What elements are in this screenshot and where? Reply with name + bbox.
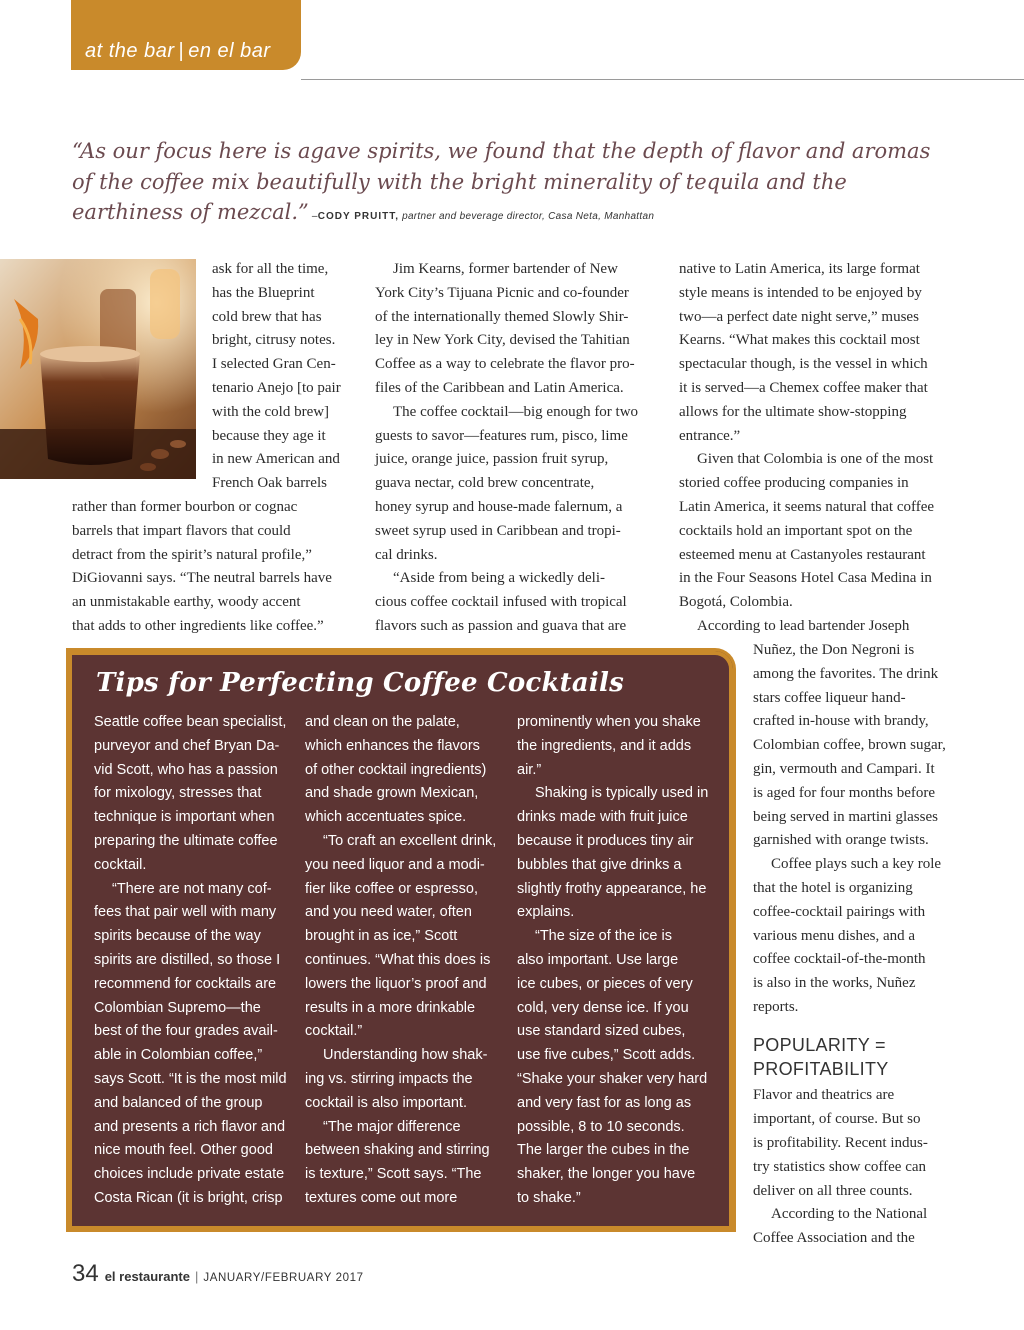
- text-line: juice, orange juice, passion fruit syrup,: [375, 451, 609, 468]
- text-line: is also in the works, Nuñez: [753, 975, 916, 992]
- text-line: best of the four grades avail-: [94, 1023, 278, 1040]
- text-line: various menu dishes, and a: [753, 927, 916, 944]
- text-line: files of the Caribbean and Latin America.: [375, 379, 624, 396]
- text-line: nice mouth feel. Other good: [94, 1142, 273, 1159]
- text-line: two—a perfect date night serve,” muses: [679, 308, 919, 325]
- text-line: for mixology, stresses that: [94, 785, 262, 802]
- pull-quote: [72, 136, 952, 233]
- section-label-english: at the bar: [85, 40, 175, 62]
- text-line: air.”: [517, 761, 542, 778]
- text-line: deliver on all three counts.: [753, 1182, 913, 1199]
- paragraph: [753, 1203, 983, 1251]
- text-line: storied coffee producing companies in: [679, 475, 909, 492]
- text-line: honey syrup and house-made falernum, a: [375, 498, 623, 515]
- text-line: garnished with orange twists.: [753, 832, 929, 849]
- text-line: The larger the cubes in the: [517, 1142, 690, 1159]
- text-line: it is served—a Chemex coffee maker that: [679, 379, 928, 396]
- text-line: is aged for four months before: [753, 784, 936, 801]
- text-line: in new American and: [212, 451, 340, 468]
- text-line: is texture,” Scott says. “The: [305, 1166, 482, 1183]
- text-line: the ingredients, and it adds: [517, 737, 692, 754]
- text-line: slightly frothy appearance, he: [517, 880, 707, 897]
- paragraph: [679, 258, 979, 448]
- text-line: Latin America, it seems natural that coffee: [679, 498, 935, 515]
- text-line: being served in martini glasses: [753, 808, 938, 825]
- text-line: choices include private estate: [94, 1166, 285, 1183]
- text-line: says Scott. “It is the most mild: [94, 1070, 287, 1087]
- header-rule: [301, 79, 1024, 80]
- paragraph: [517, 782, 717, 925]
- text-line: “Aside from being a wickedly deli-: [393, 570, 606, 587]
- text-line: coffee cocktail-of-the-month: [753, 951, 926, 968]
- text-line: recommend for cocktails are: [94, 975, 277, 992]
- text-line: allows for the ultimate show-stopping: [679, 403, 907, 420]
- text-line: vid Scott, who has a passion: [94, 761, 278, 778]
- text-line: among the favorites. The drink: [753, 665, 939, 682]
- text-line: cocktails hold an important spot on the: [679, 522, 913, 539]
- text-line: flavors such as passion and guava that are: [375, 617, 627, 634]
- paragraph: [679, 448, 979, 615]
- tips-column-3: [517, 711, 717, 1211]
- text-line: use five cubes,” Scott adds.: [517, 1047, 696, 1064]
- text-line: reports.: [753, 998, 799, 1015]
- text-line: Colombian coffee, brown sugar,: [753, 737, 946, 754]
- text-line: you need liquor and a modi-: [305, 856, 485, 873]
- text-line: According to the National: [771, 1206, 928, 1223]
- paragraph: [753, 639, 983, 853]
- text-line: Bogotá, Colombia.: [679, 594, 793, 611]
- paragraph: [753, 853, 983, 1020]
- text-line: cal drinks.: [375, 546, 438, 563]
- text-line: guava nectar, cold brew concentrate,: [375, 475, 595, 492]
- text-line: also important. Use large: [517, 951, 679, 968]
- text-line: According to lead bartender Joseph: [697, 617, 910, 634]
- text-line: cocktail is also important.: [305, 1094, 467, 1111]
- text-line: textures come out more: [305, 1189, 458, 1206]
- text-line: “Shake your shaker very hard: [517, 1070, 708, 1087]
- text-line: Coffee Association and the: [753, 1230, 915, 1247]
- text-line: Understanding how shak-: [323, 1047, 488, 1064]
- text-line: brought in as ice,” Scott: [305, 928, 458, 945]
- text-line: Kearns. “What makes this cocktail most: [679, 332, 920, 349]
- text-line: because they age it: [212, 427, 326, 444]
- text-line: “There are not many cof-: [112, 880, 272, 897]
- text-line: and shade grown Mexican,: [305, 785, 479, 802]
- text-line: is profitability. Recent indus-: [753, 1134, 928, 1151]
- paragraph: [517, 925, 717, 1211]
- text-line: style means is intended to be enjoyed by: [679, 284, 922, 301]
- text-line: DiGiovanni says. “The neutral barrels have: [72, 570, 332, 587]
- text-line: of other cocktail ingredients): [305, 761, 487, 778]
- text-line: crafted in-house with brandy,: [753, 713, 929, 730]
- text-line: which accentuates spice.: [305, 809, 467, 826]
- section-tab: [71, 0, 301, 70]
- text-line: cocktail.: [94, 856, 147, 873]
- text-line: purveyor and chef Bryan Da-: [94, 737, 280, 754]
- pull-quote-attribution: [309, 211, 654, 222]
- text-line: fier like coffee or espresso,: [305, 880, 479, 897]
- text-line: rather than former bourbon or cognac: [72, 498, 298, 515]
- text-line: entrance.”: [679, 427, 741, 444]
- text-line: Nuñez, the Don Negroni is: [753, 642, 915, 658]
- text-line: sweet syrup used in Caribbean and tropi-: [375, 522, 621, 539]
- text-line: bright, citrusy notes.: [212, 332, 336, 349]
- paragraph: [753, 1084, 983, 1203]
- attribution-dash: –: [308, 211, 318, 222]
- text-line: prominently when you shake: [517, 714, 701, 730]
- text-line: preparing the ultimate coffee: [94, 832, 278, 849]
- text-line: has the Blueprint: [212, 284, 315, 301]
- magazine-name: el restaurante: [104, 1269, 190, 1284]
- tips-column-1: [94, 711, 294, 1211]
- text-line: French Oak barrels: [212, 475, 327, 492]
- text-line: York City’s Tijuana Picnic and co-founder: [375, 284, 629, 301]
- text-line: “The size of the ice is: [535, 928, 672, 945]
- paragraph: [305, 830, 505, 1044]
- text-line: The coffee cocktail—big enough for two: [393, 403, 639, 420]
- text-line: and very fast for as long as: [517, 1094, 692, 1111]
- text-line: continues. “What this does is: [305, 951, 491, 968]
- paragraph: [94, 878, 294, 1211]
- popularity-body: [753, 1084, 983, 1251]
- issue-date: JANUARY/FEBRUARY 2017: [203, 1272, 364, 1284]
- paragraph: [94, 711, 294, 878]
- text-line: spirits are distilled, so those I: [94, 951, 281, 968]
- text-line: fees that pair well with many: [94, 904, 277, 921]
- text-line: “The major difference: [323, 1118, 461, 1135]
- text-line: guests to savor—features rum, pisco, lime: [375, 427, 628, 444]
- text-line: able in Colombian coffee,”: [94, 1047, 263, 1064]
- text-line: with the cold brew]: [212, 403, 330, 420]
- text-line: to shake.”: [517, 1189, 581, 1206]
- text-line: and you need water, often: [305, 904, 472, 921]
- paragraph: [679, 615, 979, 639]
- text-line: stars coffee liqueur hand-: [753, 689, 906, 706]
- paragraph: [305, 1116, 505, 1211]
- article-column-2: [375, 258, 665, 639]
- text-line: Shaking is typically used in: [535, 785, 709, 802]
- text-line: coffee-cocktail pairings with: [753, 903, 926, 920]
- text-line: native to Latin America, its large format: [679, 261, 920, 277]
- text-line: in the Four Seasons Hotel Casa Medina in: [679, 570, 932, 587]
- text-line: Seattle coffee bean specialist,: [94, 714, 287, 730]
- text-line: drinks made with fruit juice: [517, 809, 688, 826]
- page-number: 34: [72, 1260, 99, 1287]
- text-line: detract from the spirit’s natural profile,”: [72, 546, 312, 563]
- text-line: explains.: [517, 904, 575, 921]
- text-line: ley in New York City, devised the Tahitian: [375, 332, 630, 349]
- section-label-spanish: en el bar: [188, 40, 271, 62]
- text-line: bubbles that give drinks a: [517, 856, 682, 873]
- paragraph: [305, 1044, 505, 1115]
- text-line: because it produces tiny air: [517, 832, 694, 849]
- paragraph: [375, 567, 665, 638]
- article-column-4-body: [753, 639, 983, 1020]
- text-line: “To craft an excellent drink,: [323, 832, 497, 849]
- text-line: cious coffee cocktail infused with tropical: [375, 594, 627, 611]
- text-line: between shaking and stirring: [305, 1142, 490, 1159]
- text-line: Costa Rican (it is bright, crisp: [94, 1189, 283, 1206]
- text-line: important, of course. But so: [753, 1111, 921, 1128]
- text-line: that the hotel is organizing: [753, 879, 913, 896]
- text-line: spectacular though, is the vessel in which: [679, 356, 928, 373]
- text-line: gin, vermouth and Campari. It: [753, 760, 935, 777]
- pull-quote-text: “As our focus here is agave spirits, we found that the depth of flavor and aromas of the coffee mix beautifully with the bright minerality of tequila and the earthiness of mezcal.”: [72, 139, 931, 224]
- paragraph: [305, 711, 505, 830]
- text-line: I selected Gran Cen-: [212, 356, 336, 373]
- text-line: results in a more drinkable: [305, 999, 476, 1016]
- text-line: shaker, the longer you have: [517, 1166, 696, 1183]
- attribution-role: partner and beverage director, Casa Neta, Manhattan: [399, 211, 655, 222]
- article-column-3: [679, 258, 979, 639]
- text-line: possible, 8 to 10 seconds.: [517, 1118, 685, 1135]
- text-line: cold, very dense ice. If you: [517, 999, 689, 1016]
- text-line: cold brew that has: [212, 308, 322, 325]
- section-tab-label: [85, 40, 271, 63]
- text-line: Flavor and theatrics are: [753, 1087, 895, 1104]
- text-line: lowers the liquor’s proof and: [305, 975, 487, 992]
- footer-separator: |: [194, 1269, 199, 1284]
- paragraph: [517, 711, 717, 782]
- section-label-separator: |: [178, 40, 185, 62]
- text-line: try statistics show coffee can: [753, 1158, 927, 1175]
- text-line: and presents a rich flavor and: [94, 1118, 286, 1135]
- text-line: cocktail.”: [305, 1023, 363, 1040]
- text-line: Jim Kearns, former bartender of New: [393, 261, 618, 277]
- text-line: spirits because of the way: [94, 928, 261, 945]
- text-line: barrels that impart flavors that could: [72, 522, 291, 539]
- text-line: an unmistakable earthy, woody accent: [72, 594, 301, 611]
- article-column-1: [72, 258, 362, 639]
- text-line: ing vs. stirring impacts the: [305, 1070, 473, 1087]
- text-line: Coffee as a way to celebrate the flavor pro-: [375, 356, 635, 373]
- attribution-name: CODY PRUITT,: [317, 211, 399, 222]
- paragraph: [375, 258, 665, 401]
- text-line: and balanced of the group: [94, 1094, 263, 1111]
- tips-column-2: [305, 711, 505, 1211]
- text-line: and clean on the palate,: [305, 714, 460, 730]
- text-line: Given that Colombia is one of the most: [697, 451, 934, 468]
- text-line: technique is important when: [94, 809, 275, 826]
- text-line: ask for all the time,: [212, 261, 329, 277]
- page-footer: [72, 1260, 364, 1288]
- text-line: Coffee plays such a key role: [771, 856, 942, 873]
- text-line: which enhances the flavors: [305, 737, 480, 754]
- text-line: ice cubes, or pieces of very: [517, 975, 693, 992]
- text-line: that adds to other ingredients like coffee.”: [72, 617, 324, 634]
- article-column-4: [753, 639, 983, 1251]
- text-line: use standard sized cubes,: [517, 1023, 686, 1040]
- paragraph: [375, 401, 665, 568]
- text-line: of the internationally themed Slowly Shir-: [375, 308, 629, 325]
- text-line: tenario Anejo [to pair: [212, 379, 341, 396]
- text-line: Colombian Supremo—the: [94, 999, 261, 1016]
- popularity-heading: POPULARITY = PROFITABILITY: [753, 1034, 889, 1079]
- tips-sidebar-title: Tips for Perfecting Coffee Cocktails: [96, 668, 624, 698]
- text-line: esteemed menu at Castanyoles restaurant: [679, 546, 926, 563]
